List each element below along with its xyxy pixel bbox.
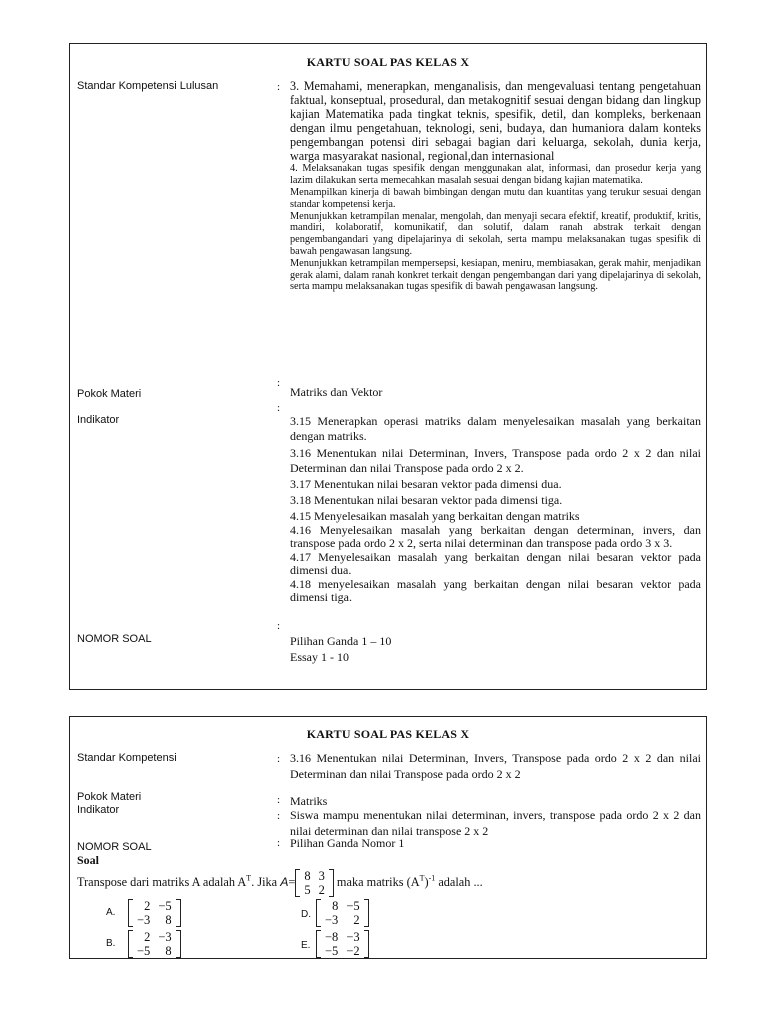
indikator-item: 4.17 Menyelesaikan masalah yang berkaitan dengan nilai besaran vektor pada dimensi dua. [290, 549, 701, 577]
indikator-item: 4.18 menyelesaikan masalah yang berkaitan dengan nilai besaran vektor pada dimensi tiga. [290, 576, 701, 604]
soal-label: Soal [77, 853, 100, 867]
variable-a: A [280, 874, 289, 889]
card-title: KARTU SOAL PAS KELAS X [306, 727, 470, 741]
kartu-soal-card-1 [69, 43, 707, 690]
matrix-cell: −3 [325, 913, 339, 927]
pokok-materi-label: Pokok Materi [77, 791, 142, 803]
skl-paragraph-mempersepsi: Menunjukkan ketrampilan mempersepsi, kesiapan, meniru, membiasakan, gerak mahir, menjadikan gerak alami, dalam ranah konkret terkait dengan pengembangan dari yang dipelajarinya di sekolah, serta mampu melaksanakan tugas spesifik di bawah pengawasan langsung. [290, 257, 701, 293]
matrix-cell: −3 [158, 930, 172, 944]
matrix-cell: 3 [318, 869, 325, 883]
option-a-matrix [128, 899, 181, 927]
superscript-t: T [419, 873, 425, 883]
colon: : [277, 620, 281, 632]
indikator-item: 4.16 Menyelesaikan masalah yang berkaitan dengan determinan, invers, dan transpose pada ordo 2 x 2, serta nilai determinan dan transpose pada ordo 3 x 3. [290, 522, 701, 550]
pokok-materi-label: Pokok Materi [77, 388, 142, 400]
matrix-cell: 5 [304, 883, 311, 897]
colon: : [277, 81, 281, 93]
colon: : [277, 794, 281, 806]
matrix-cell: −5 [137, 944, 151, 958]
option-b-matrix [128, 930, 181, 958]
matrix-cell: 2 [318, 883, 325, 897]
matrix-cell: 8 [165, 913, 172, 927]
matrix-cell: −8 [325, 930, 339, 944]
colon: : [277, 837, 281, 849]
colon: : [277, 402, 281, 414]
skl-paragraph-3: 3. Memahami, menerapkan, menganalisis, dan mengevaluasi tentang pengetahuan faktual, konseptual, prosedural, dan metakognitif sesuai dengan bidang dan lingkup kajian Matematika pada tingkat teknis, spesifik, detil, dan kompleks, berkenaan dengan ilmu pengetahuan, teknologi, seni, budaya, dan humaniora dalam konteks pengembangan potensi diri sebagai bagian dari keluarga, sekolah, dunia kerja, warga masyarakat nasional, regional,dan internasional [290, 79, 701, 163]
card-title: KARTU SOAL PAS KELAS X [306, 55, 470, 69]
nomor-soal-label: NOMOR SOAL [77, 633, 152, 645]
equals-sign: = [288, 874, 296, 889]
matrix-cell: −5 [346, 899, 360, 913]
matrix-cell: 2 [144, 899, 151, 913]
nomor-pilihan-ganda: Pilihan Ganda 1 – 10 [290, 634, 392, 648]
question-text [77, 869, 483, 897]
matrix-cell: 8 [165, 944, 172, 958]
colon: : [277, 810, 281, 822]
nomor-soal-value: Pilihan Ganda Nomor 1 [290, 836, 405, 850]
option-letter-d: D. [301, 909, 311, 920]
skl-paragraph-4: 4. Melaksanakan tugas spesifik dengan menggunakan alat, informasi, dan prosedur kerja yang lazim dilakukan serta memecahkan masalah sesuai dengan bidang kajian matematika. [290, 163, 701, 187]
standar-kompetensi-label: Standar Kompetensi [77, 752, 177, 764]
matrix-cell: 8 [304, 869, 311, 883]
matrix-cell: −2 [346, 944, 360, 958]
matrix-cell: −3 [137, 913, 151, 927]
option-letter-e: E. [301, 940, 311, 951]
option-d-matrix [316, 899, 369, 927]
nomor-soal-value [290, 633, 701, 665]
superscript-inverse: -1 [428, 873, 436, 883]
question-part: ) [424, 874, 429, 889]
skl-paragraph-kinerja: Menampilkan kinerja di bawah bimbingan dengan mutu dan kuantitas yang terukur sesuai dengan standar kompetensi kerja. [290, 187, 701, 210]
matrix-cell: −5 [325, 944, 339, 958]
superscript-t: T [246, 873, 252, 883]
indikator-value: Siswa mampu menentukan nilai determinan, invers, transpose pada ordo 2 x 2 dan nilai determinan dan nilai transpose 2 x 2 [290, 808, 701, 838]
matrix-cell: 2 [353, 913, 360, 927]
option-letter-b: B. [106, 938, 116, 949]
option-letter-a: A. [106, 907, 116, 918]
question-part: adalah ... [435, 874, 483, 889]
skl-value [290, 80, 701, 293]
indikator-item: 3.16 Menentukan nilai Determinan, Invers, Transpose pada ordo 2 x 2 dan nilai Determinan dan nilai Transpose pada ordo 2 x 2. [290, 445, 701, 475]
indikator-item: 3.17 Menentukan nilai besaran vektor pada dimensi dua. [290, 477, 562, 492]
question-part: maka matriks (A [333, 874, 420, 889]
question-part: . Jika [251, 874, 281, 889]
option-e-matrix [316, 930, 369, 958]
colon: : [277, 377, 281, 389]
skl-paragraph-menalar: Menunjukkan ketrampilan menalar, mengolah, dan menyaji secara efektif, kreatif, produktif, kritis, mandiri, kolaboratif, komunikatif, dan solutif, dalam ranah abstrak terkait dengan pengembangandari yang dipelajarinya di sekolah, serta mampu melaksanakan tugas spesifik di bawah pengawasan langsung. [290, 210, 701, 258]
nomor-essay: Essay 1 - 10 [290, 650, 349, 664]
question-matrix [295, 869, 334, 897]
matrix-cell: 2 [144, 930, 151, 944]
colon: : [277, 753, 281, 765]
indikator-item: 4.15 Menyelesaikan masalah yang berkaitan dengan matriks [290, 508, 580, 523]
matrix-cell: 8 [332, 899, 339, 913]
indikator-label: Indikator [77, 414, 120, 426]
indikator-list [290, 414, 701, 605]
kartu-soal-card-2 [69, 716, 707, 959]
standar-kompetensi-value: 3.16 Menentukan nilai Determinan, Invers, Transpose pada ordo 2 x 2 dan nilai Determinan dan nilai Transpose pada ordo 2 x 2 [290, 751, 701, 781]
indikator-item: 3.15 Menerapkan operasi matriks dalam menyelesaikan masalah yang berkaitan dengan matriks. [290, 414, 701, 444]
skl-label: Standar Kompetensi Lulusan [77, 80, 219, 92]
question-part: Transpose dari matriks A adalah A [77, 874, 247, 889]
matrix-cell: −3 [346, 930, 360, 944]
indikator-item: 3.18 Menentukan nilai besaran vektor pada dimensi tiga. [290, 493, 563, 508]
nomor-soal-label: NOMOR SOAL [77, 841, 152, 853]
indikator-label: Indikator [77, 804, 120, 816]
pokok-materi-value: Matriks dan Vektor [290, 385, 383, 399]
pokok-materi-value: Matriks [290, 794, 328, 808]
matrix-cell: −5 [158, 899, 172, 913]
